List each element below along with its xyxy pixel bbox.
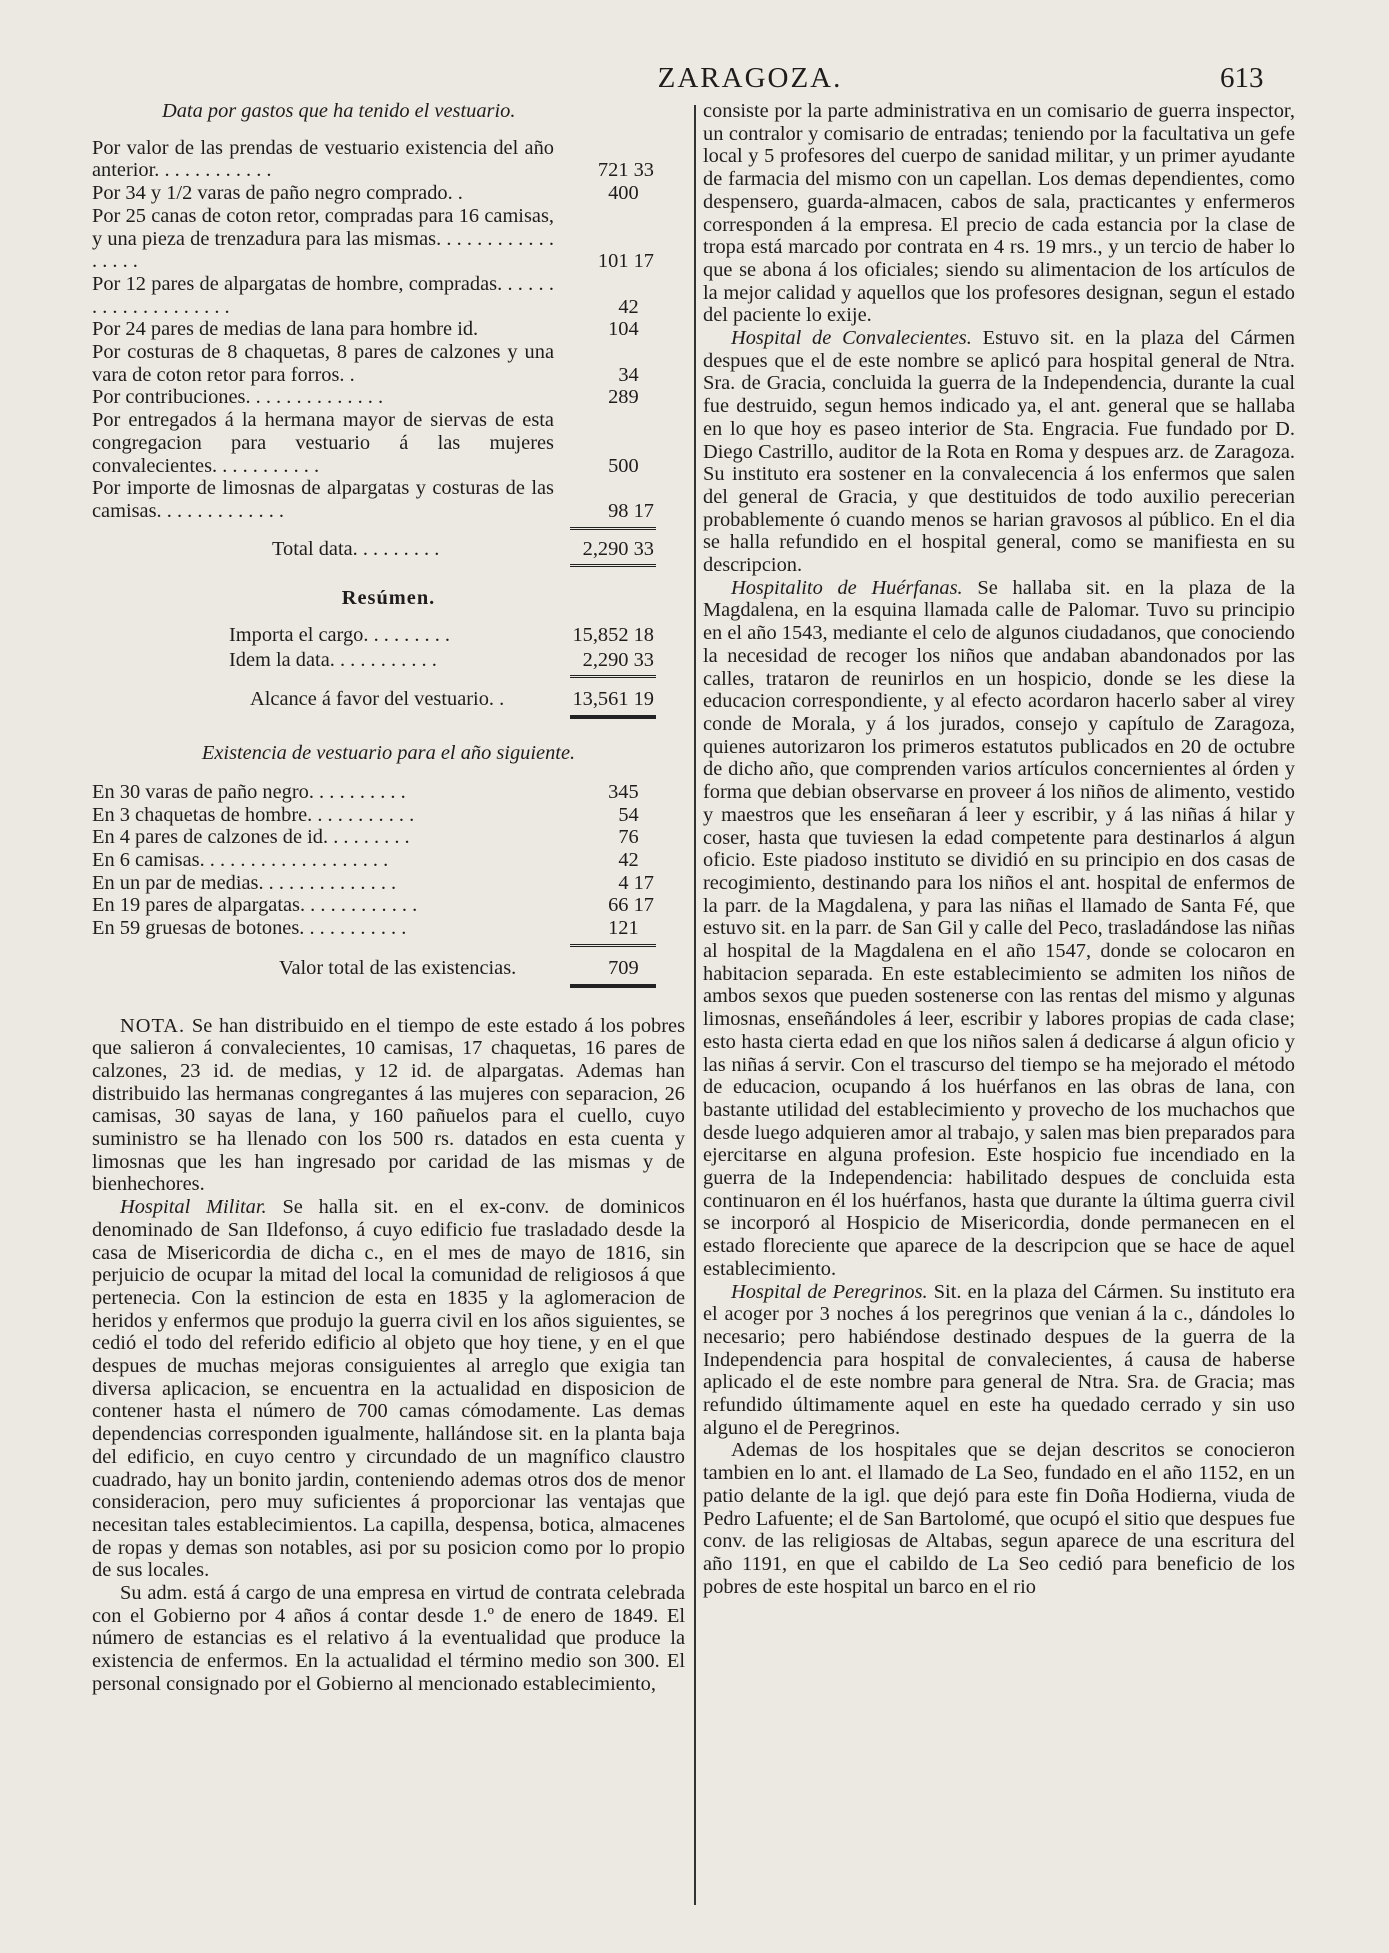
data-section-title: Data por gastos que ha tenido el vestuario. [162,100,516,122]
alcance-label: Alcance á favor del vestuario. . [250,688,505,711]
running-title: ZARAGOZA. [657,62,843,94]
convalecientes-paragraph [703,327,1295,577]
huerfanas-paragraph [703,577,1295,1281]
ledger-row [92,318,685,341]
militar-text: Se halla sit. en el ex-conv. de dominicos denominado de San Ildefonso, á cuyo edificio fue trasladado desde la casa de Misericordia de dicha c., en el mes de mayo de 1816, sin perjuicio de ocupar la mitad del local la comunidad de religiosos á que pertenecia. Con la estincion de esta en 1835 y la aglomeracion de heridos y enfermos que produjo la guerra civil en los años siguientes, se cedió el todo del referido edificio al objeto que hoy tiene, y en el que despues de muchas mejoras consiguientes al arreglo que exigia tan diversa aplicacion, se encuentra en la actualidad en disposicion de contener hasta el número de 700 camas cómodamente. Las demas dependencias corresponden igualmente, hallándose sit. en la planta baja del edificio, en cuyo centro y circundado de un magnífico claustro cuadrado, hay un bonito jardin, conteniendo ademas otros dos de menor consideracion, pero muy suficientes á proporcionar las ventajas que necesitan tales establecimientos. La capilla, despensa, botica, almacenes de ropas y demas son notables, asi por su posicion como por lo propio de sus locales. [92,1196,685,1582]
column-divider [694,105,696,1905]
ledger-amount: 76 [618,826,654,849]
resumen-row [92,624,685,647]
ledger-row [92,894,685,917]
sum-rule [570,944,656,951]
peregrinos-title: Hospital de Peregrinos. [731,1280,928,1303]
ledger-amount: 400 [608,182,654,205]
left-column [92,100,685,1696]
ledger-amount: 42 [618,295,654,318]
militar-paragraph [92,1196,685,1582]
ledger-amount: 42 [618,848,654,871]
sum-rule [570,984,656,991]
ledger-row [92,849,685,872]
ledger-amount: 54 [618,803,654,826]
continuation-paragraph: consiste por la parte administrativa en un comisario de guerra inspector, un contralor y comisario de entradas; teniendo por la facultativa un gefe local y 5 profesores del cuerpo de sanidad militar, y un primer ayudante de farmacia del mismo con un capellan. Los demas dependientes, como despensero, guarda-almacen, cabos de sala, practicantes y enfermeros corresponden á la empresa. El precio de cada estancia por la clase de tropa está marcado por contrata en 4 rs. 19 mrs., y un tercio de haber lo que se abona á los oficiales; siendo su alimentacion de los artículos de la mejor calidad y aquellos que los profesores designan, segun el estado del paciente lo exije. [703,100,1295,327]
right-column [703,100,1295,1598]
ledger-label: En 30 varas de paño negro. . . . . . . . . . [92,780,406,803]
sum-rule [570,564,656,571]
ledger-label: En 4 pares de calzones de id. . . . . . . . . [92,826,410,849]
ledger-amount: 345 [608,780,654,803]
data-ledger [92,137,685,523]
ledger-amount: 121 [608,917,654,940]
ledger-row [92,137,685,182]
ledger-row [92,205,685,273]
ledger-amount: 4 17 [618,871,654,894]
militar-title: Hospital Militar. [120,1196,267,1219]
total-data-amount: 2,290 33 [582,537,654,560]
ledger-label: En 3 chaquetas de hombre. . . . . . . . . . . [92,803,415,826]
ledger-label: Por 12 pares de alpargatas de hombre, compradas. . . . . . . . . . . . . . . . . . . . [92,272,554,318]
existencia-title: Existencia de vestuario para el año siguiente. [201,742,576,765]
adm-paragraph: Su adm. está á cargo de una empresa en virtud de contrata celebrada con el Gobierno por 4 años á contar desde 1.º de enero de 1849. El número de estancias es el relativo á la eventualidad que produce la existencia de enfermos. En la actualidad el término medio son 300. El personal consignado por el Gobierno al mencionado establecimiento, [92,1582,685,1695]
alcance-amount: 13,561 19 [572,688,654,711]
ledger-label: En 6 camisas. . . . . . . . . . . . . . . . . . . [92,848,389,871]
ledger-label: En 19 pares de alpargatas. . . . . . . . . . . . [92,894,418,917]
huerfanas-text: Se hallaba sit. en la plaza de la Magdalena, en la esquina llamada calle de Palomar. Tuvo su principio en el año 1543, mediante el celo de algunos ciudadanos, que conociendo la necesidad de recoger los niños que andaban abandonados por las calles, trataron de reunirlos en un hospicio, donde se les diese la educacion correspondiente, y al efecto acordaron hacerlo saber al virey conde de Morala, y á los jurados, consejo y capítulo de Zaragoza, quienes autorizaron los primeros estatutos publicados en 20 de octubre de dicho año, que comprenden varios artículos concernientes al órden y forma que debian observarse en proveer á los niños de alimento, vestido y maestros que les enseñaran á leer y escribir, y á las niñas á hilar y coser, hasta que tuviesen la edad competente para destinarlos á algun oficio. Este piadoso instituto se dividió en su principio en dos casas de recogimiento, destinando para los niños el ant. hospital de enfermos de la parr. de la Magdalena, y para las niñas el llamado de Santa Fé, que estuvo sit. en la parr. de San Gil y calle del Peco, trasladándose las niñas al hospital de la Magdalena en el año 1547, donde se colocaron en habitacion separada. En este establecimiento se admiten los niños de ambos sexos que pueden sostenerse con las rentas del mismo y algunas limosnas, enseñándoles á leer, escribir y labores propias de cada clase; esto hasta cierta edad en que los niños salen á dedicarse á algun oficio y las niñas á servir. Con el trascurso del tiempo se ha mejorado el método de educacion, ocupando á los huérfanos en las obras de lana, con bastante utilidad del establecimiento y provecho de los muchachos que desde luego adquieren amor al trabajo, y salen mas bien preparados para ejercitarse en alguna profesion. Este hospicio fue incendiado en la guerra de la Independencia: habilitado despues de concluida esta continuaron en él los huérfanos, hasta que durante la última guerra civil se incorporó al Hospicio de Misericordia, donde permanecen en el estado floreciente que aparece de la descripcion que se hace de aquel establecimiento. [703,576,1295,1280]
ledger-label: Por costuras de 8 chaquetas, 8 pares de calzones y una vara de coton retor para forros. . [92,341,554,386]
ledger-row [92,341,685,386]
resumen-label: Importa el cargo. . . . . . . . . [229,624,451,647]
nota-label: NOTA. [120,1014,186,1037]
ledger-label: Por importe de limosnas de alpargatas y costuras de las camisas. . . . . . . . . . . . . [92,477,554,522]
valor-total-label: Valor total de las existencias. [279,956,517,979]
ledger-row [92,409,685,477]
valor-total-amount: 709 [608,956,654,979]
resumen-row [92,649,685,672]
ledger-label: Por 24 pares de medias de lana para hombre id. [92,318,479,341]
ledger-row [92,826,685,849]
ledger-label: Por entregados á la hermana mayor de siervas de esta congregacion para vestuario á las mujeres convalecientes. . . . . . . . . . . [92,409,554,477]
total-data-row [92,538,685,561]
huerfanas-title: Hospitalito de Huérfanas. [731,576,963,599]
existencia-ledger [92,781,685,940]
ledger-amount: 289 [608,386,654,409]
page-header [0,62,1389,102]
ledger-amount: 104 [608,318,654,341]
resumen-amount: 15,852 18 [572,624,654,647]
resumen-label: Idem la data. . . . . . . . . . . [229,648,437,671]
sum-rule [570,715,656,722]
ledger-row [92,477,685,522]
ledger-label: Por valor de las prendas de vestuario existencia del año anterior. . . . . . . . . . . . [92,136,554,182]
total-data-label: Total data. . . . . . . . . [272,537,440,560]
peregrinos-text: Sit. en la plaza del Cármen. Su instituto era el acoger por 3 noches á los peregrinos que venian á la c., dándoles lo necesario; pero habiéndose destinado despues de la guerra de la Independencia para hospital de convalecientes, á causa de haberse aplicado el de este nombre para general de Ntra. Sra. de Gracia; mas refundido últimamente aquel en este ha quedado cerrado y sin uso alguno el de Peregrinos. [703,1280,1295,1439]
ledger-row [92,386,685,409]
ledger-amount: 721 33 [597,159,654,182]
ledger-row [92,781,685,804]
ledger-row [92,872,685,895]
resumen-amount: 2,290 33 [582,648,654,671]
peregrinos-paragraph [703,1281,1295,1440]
convalecientes-title: Hospital de Convalecientes. [731,327,972,350]
sum-rule [570,675,656,682]
convalecientes-text: Estuvo sit. en la plaza del Cármen despues que el de este nombre se aplicó para hospital general de Ntra. Sra. de Gracia, concluida la guerra de la Independencia, durante la cual fue destruido, segun hemos indicado ya, el ant. general que se hallaba en lo que hoy es paseo interior de Sta. Engracia. Fue fundado por D. Diego Castrillo, auditor de la Rota en Roma y despues arz. de Zaragoza. Su instituto era sostener en la convalecencia á los enfermos que salen del general de Gracia, y que destituidos de todo auxilio perecerian probablemente ó cuando menos se harian gravosos al público. En el dia se halla refundido en el hospital general, como se manifiesta en su descripcion. [703,327,1295,577]
ledger-label: En 59 gruesas de botones. . . . . . . . . . . [92,917,407,940]
valor-total-row [92,957,685,980]
nota-paragraph [92,1015,685,1197]
sum-rule [570,527,656,534]
ledger-label: Por 25 canas de coton retor, compradas para 16 camisas, y una pieza de trenzadura para las mismas. . . . . . . . . . . . . . . . . [92,204,554,273]
ledger-row [92,273,685,318]
ledger-row [92,804,685,827]
ledger-amount: 66 17 [608,894,654,917]
ledger-row [92,917,685,940]
ledger-amount: 500 [608,454,654,477]
ledger-label: Por contribuciones. . . . . . . . . . . . . . [92,386,384,409]
nota-text: Se han distribuido en el tiempo de este estado á los pobres que salieron á convalecientes, 10 camisas, 17 chaquetas, 16 pares de calzones, 23 id. de medias, y 12 id. de alpargatas. Ademas han distribuido las hermanas congregantes á las mujeres con separacion, 26 camisas, 30 sayas de lana, y 160 pañuelos para el cuello, cuyo suministro se ha llenado con los 500 rs. datados en esta cuenta y limosnas que les han ingresado por caridad de las mismas y de bienhechores. [92,1014,685,1196]
ledger-amount: 98 17 [608,499,654,522]
ledger-label: En un par de medias. . . . . . . . . . . . . . [92,871,397,894]
ademas-paragraph: Ademas de los hospitales que se dejan descritos se conocieron tambien en lo ant. el llamado de La Seo, fundado en el año 1152, en un patio delante de la igl. que dejó para este fin Doña Hodierna, viuda de Pedro Lafuente; el de San Bartolomé, que ocupó el sitio que despues fue conv. de las religiosas de Altabas, segun aparece de una escritura del año 1191, en que el cabildo de La Seo cedió para beneficio de los pobres de este hospital un barco en el rio [703,1439,1295,1598]
ledger-amount: 101 17 [597,250,654,273]
ledger-label: Por 34 y 1/2 varas de paño negro comprado. . [92,182,463,205]
page-number: 613 [1220,62,1264,94]
resumen-title: Resúmen. [341,587,436,610]
ledger-row [92,182,685,205]
ledger-amount: 34 [618,363,654,386]
alcance-row [92,688,685,711]
